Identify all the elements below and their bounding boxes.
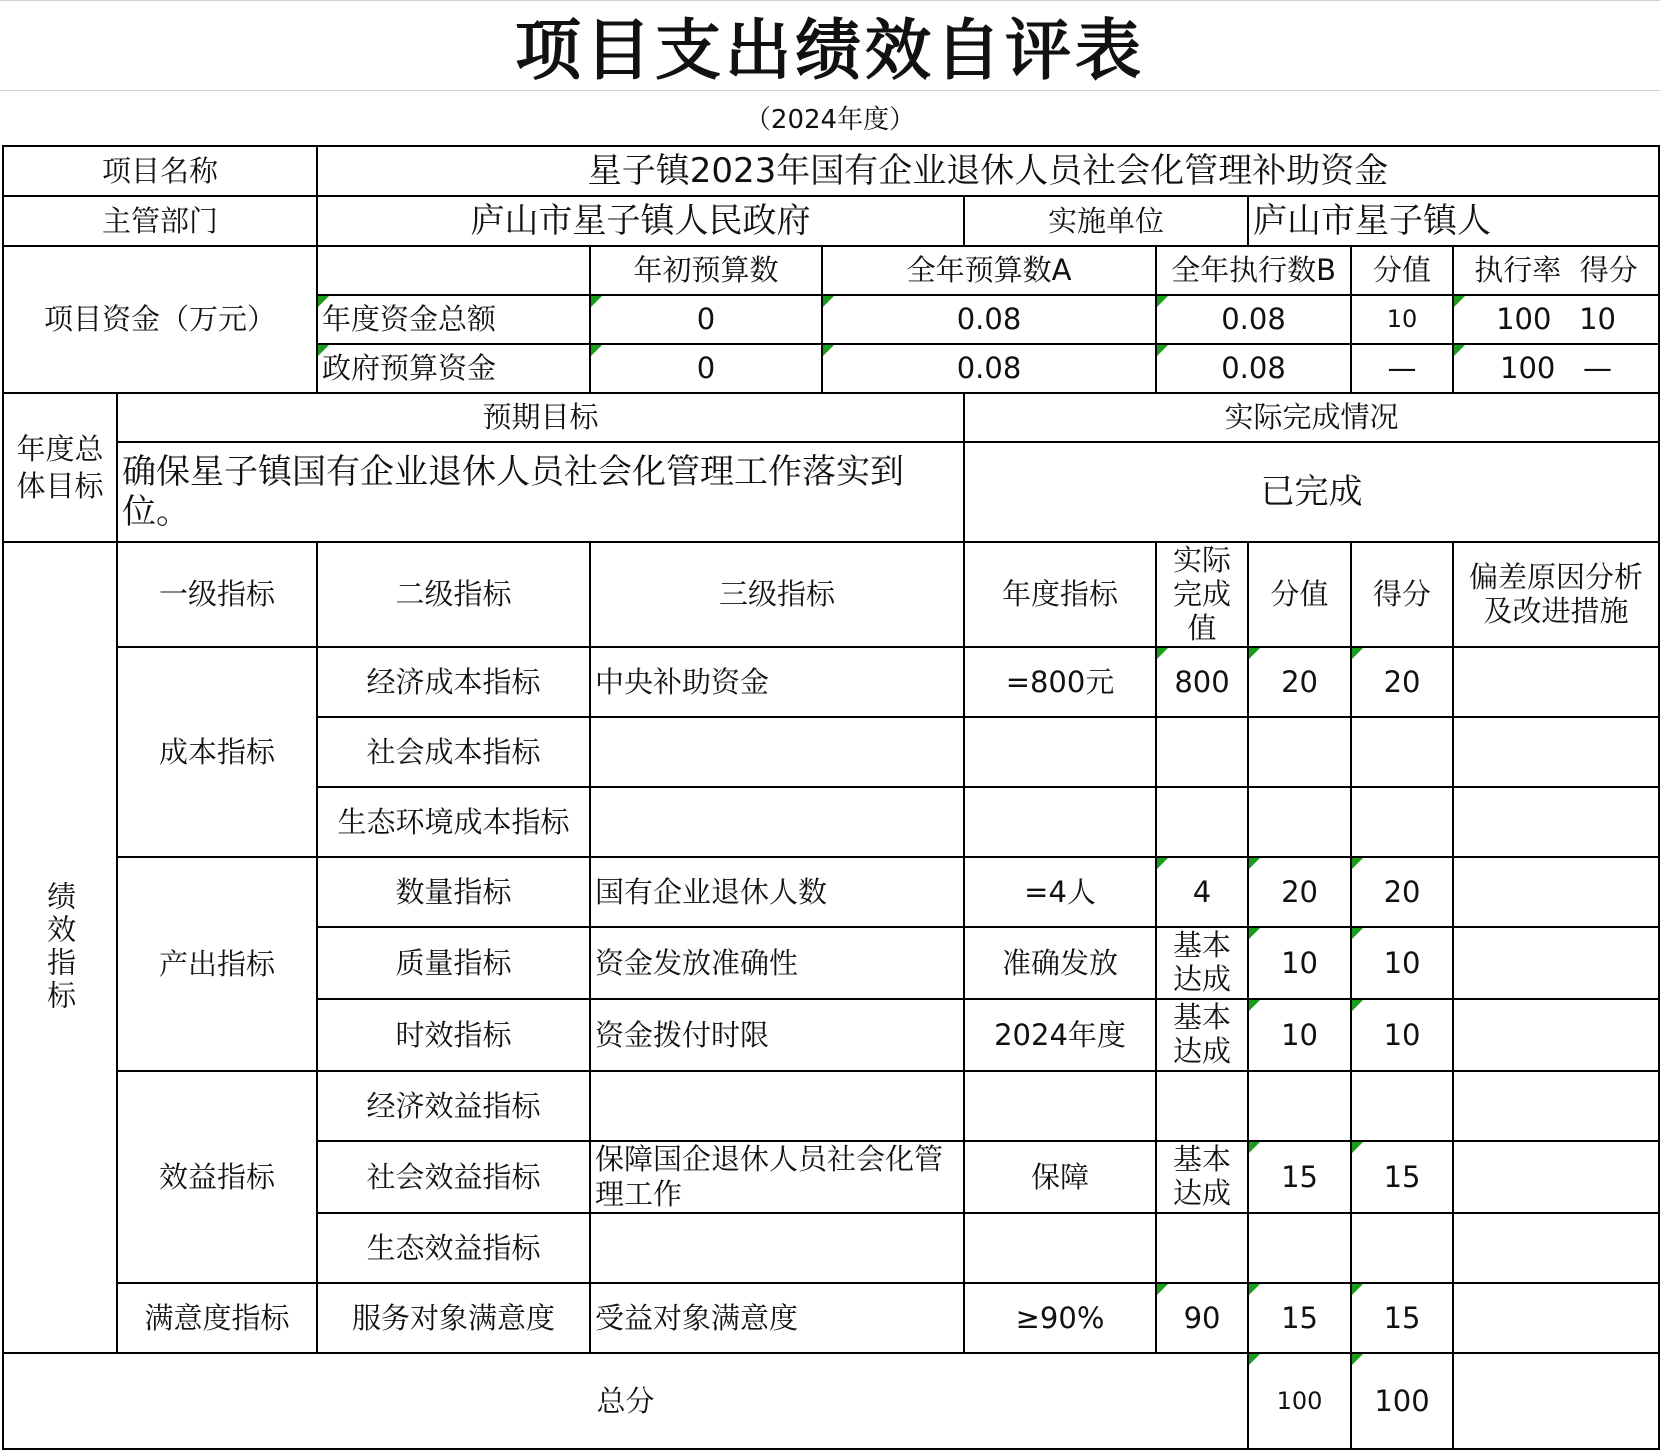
funds-row-rate: 100 — [1500, 351, 1556, 386]
score-result[interactable] — [1351, 1071, 1453, 1141]
actual-value[interactable]: 90 — [1156, 1283, 1248, 1353]
note-cell[interactable] — [1453, 717, 1659, 787]
score-value[interactable]: 15 — [1248, 1141, 1351, 1213]
evaluation-table — [2, 145, 1660, 1450]
target-value: 准确发放 — [1002, 945, 1119, 980]
l3-label[interactable]: 资金发放准确性 — [590, 927, 964, 999]
total-note[interactable] — [1453, 1353, 1659, 1449]
actual-value[interactable]: 4 — [1156, 857, 1248, 927]
actual-cell[interactable] — [1156, 927, 1248, 999]
funds-header-rate: 执行率 — [1474, 253, 1562, 288]
score-value[interactable]: 20 — [1248, 647, 1351, 717]
funds-row-rate: 100 — [1496, 302, 1552, 337]
actual-value[interactable] — [1156, 717, 1248, 787]
funds-header-score-value: 分值 — [1351, 246, 1453, 295]
target-value: =800元 — [1005, 664, 1115, 699]
l3-cell[interactable] — [590, 1141, 964, 1213]
l3-label[interactable] — [590, 717, 964, 787]
score-result[interactable]: 10 — [1351, 927, 1453, 999]
funds-header-executed: 全年执行数B — [1156, 246, 1351, 295]
actual-goal[interactable]: 已完成 — [964, 442, 1659, 542]
target-cell[interactable] — [964, 647, 1156, 717]
total-value[interactable]: 100 — [1248, 1353, 1351, 1449]
funds-header-rate-score — [1453, 246, 1659, 295]
score-value[interactable]: 10 — [1248, 927, 1351, 999]
dept-label: 主管部门 — [3, 196, 317, 246]
note-cell[interactable] — [1453, 647, 1659, 717]
l3-label[interactable] — [590, 787, 964, 857]
score-value[interactable]: 10 — [1248, 999, 1351, 1071]
actual-value[interactable] — [1156, 1071, 1248, 1141]
score-result[interactable] — [1351, 787, 1453, 857]
score-value[interactable] — [1248, 787, 1351, 857]
funds-row-rate-score[interactable] — [1453, 295, 1659, 344]
funds-row-score: — — [1583, 351, 1613, 386]
score-result[interactable]: 20 — [1351, 857, 1453, 927]
perf-header-l3: 三级指标 — [590, 542, 964, 647]
perf-header-l2: 二级指标 — [317, 542, 590, 647]
dept-value[interactable]: 庐山市星子镇人民政府 — [317, 196, 964, 246]
score-result[interactable]: 15 — [1351, 1141, 1453, 1213]
note-cell[interactable] — [1453, 787, 1659, 857]
funds-row-name: 年度资金总额 — [317, 295, 590, 344]
actual-cell[interactable] — [1156, 999, 1248, 1071]
l2-label: 经济成本指标 — [317, 647, 590, 717]
actual-value: 基本达成 — [1173, 999, 1232, 1068]
note-cell[interactable] — [1453, 1213, 1659, 1283]
l2-label: 质量指标 — [317, 927, 590, 999]
note-cell[interactable] — [1453, 927, 1659, 999]
l3-label[interactable]: 国有企业退休人数 — [590, 857, 964, 927]
score-value[interactable] — [1248, 717, 1351, 787]
score-value[interactable]: 20 — [1248, 857, 1351, 927]
funds-row-name: 政府预算资金 — [317, 344, 590, 393]
actual-value[interactable]: 800 — [1156, 647, 1248, 717]
funds-row-executed[interactable]: 0.08 — [1156, 295, 1351, 344]
l1-benefit: 效益指标 — [117, 1071, 317, 1283]
impl-value[interactable]: 庐山市星子镇人 — [1248, 196, 1659, 246]
project-name-label: 项目名称 — [3, 146, 317, 196]
l2-label: 经济效益指标 — [317, 1071, 590, 1141]
funds-row-annual[interactable]: 0.08 — [822, 344, 1156, 393]
funds-header-initial: 年初预算数 — [590, 246, 822, 295]
l2-label: 时效指标 — [317, 999, 590, 1071]
funds-row-annual[interactable]: 0.08 — [822, 295, 1156, 344]
perf-header-note: 偏差原因分析及改进措施 — [1453, 542, 1659, 647]
target-value: 2024年度 — [994, 1017, 1126, 1052]
funds-row-score-value[interactable]: — — [1351, 344, 1453, 393]
score-result[interactable]: 15 — [1351, 1283, 1453, 1353]
actual-value[interactable] — [1156, 787, 1248, 857]
funds-row-score-value[interactable]: 10 — [1351, 295, 1453, 344]
target-value[interactable] — [964, 717, 1156, 787]
actual-value: 基本达成 — [1173, 927, 1232, 996]
l1-output: 产出指标 — [117, 857, 317, 1071]
perf-header-actual: 实际完成值 — [1156, 542, 1248, 647]
actual-value[interactable] — [1156, 1213, 1248, 1283]
total-score[interactable]: 100 — [1351, 1353, 1453, 1449]
funds-row-rate-score[interactable] — [1453, 344, 1659, 393]
note-cell[interactable] — [1453, 1141, 1659, 1213]
expected-label: 预期目标 — [117, 393, 964, 442]
l1-cost: 成本指标 — [117, 647, 317, 857]
perf-header-l1: 一级指标 — [117, 542, 317, 647]
project-name[interactable]: 星子镇2023年国有企业退休人员社会化管理补助资金 — [317, 146, 1659, 196]
target-value[interactable]: ≥90% — [964, 1283, 1156, 1353]
target-cell[interactable] — [964, 999, 1156, 1071]
report-year: （2024年度） — [744, 104, 916, 135]
perf-label: 绩效指标 — [3, 542, 117, 1353]
funds-row-initial[interactable]: 0 — [590, 344, 822, 393]
target-value[interactable] — [964, 1071, 1156, 1141]
funds-label: 项目资金（万元） — [3, 246, 317, 393]
l3-label: 保障国企退休人员社会化管理工作 — [595, 1142, 944, 1211]
l3-label[interactable]: 中央补助资金 — [590, 647, 964, 717]
expected-goal[interactable]: 确保星子镇国有企业退休人员社会化管理工作落实到位。 — [117, 442, 964, 542]
l2-label: 生态环境成本指标 — [317, 787, 590, 857]
l3-label[interactable]: 受益对象满意度 — [590, 1283, 964, 1353]
target-value[interactable] — [964, 1213, 1156, 1283]
score-value[interactable] — [1248, 1213, 1351, 1283]
target-value[interactable] — [964, 787, 1156, 857]
impl-label: 实施单位 — [964, 196, 1248, 246]
total-label: 总分 — [3, 1353, 1248, 1449]
score-value[interactable]: 15 — [1248, 1283, 1351, 1353]
funds-row-executed[interactable]: 0.08 — [1156, 344, 1351, 393]
funds-row-score: 10 — [1579, 302, 1616, 337]
note-cell[interactable] — [1453, 1283, 1659, 1353]
l2-label: 数量指标 — [317, 857, 590, 927]
score-result[interactable] — [1351, 717, 1453, 787]
score-value[interactable] — [1248, 1071, 1351, 1141]
actual-label: 实际完成情况 — [964, 393, 1659, 442]
funds-header-blank — [317, 246, 590, 295]
score-result[interactable] — [1351, 1213, 1453, 1283]
actual-cell[interactable] — [1156, 1141, 1248, 1213]
note-cell[interactable] — [1453, 857, 1659, 927]
l1-satisfaction: 满意度指标 — [117, 1283, 317, 1353]
perf-header-value: 分值 — [1248, 542, 1351, 647]
perf-header-score: 得分 — [1351, 542, 1453, 647]
goal-label: 年度总体目标 — [3, 393, 117, 542]
l3-label[interactable] — [590, 1213, 964, 1283]
l3-label[interactable]: 资金拨付时限 — [590, 999, 964, 1071]
page-title: 项目支出绩效自评表 — [515, 10, 1145, 89]
score-result[interactable]: 20 — [1351, 647, 1453, 717]
l3-label[interactable] — [590, 1071, 964, 1141]
target-value[interactable]: =4人 — [964, 857, 1156, 927]
perf-header-target: 年度指标 — [964, 542, 1156, 647]
l2-label: 服务对象满意度 — [317, 1283, 590, 1353]
l2-label: 社会效益指标 — [317, 1141, 590, 1213]
target-value[interactable]: 保障 — [964, 1141, 1156, 1213]
score-result[interactable]: 10 — [1351, 999, 1453, 1071]
funds-row-initial[interactable]: 0 — [590, 295, 822, 344]
actual-value: 基本达成 — [1173, 1141, 1232, 1210]
note-cell[interactable] — [1453, 1071, 1659, 1141]
l2-label: 社会成本指标 — [317, 717, 590, 787]
funds-header-score: 得分 — [1579, 253, 1638, 288]
funds-header-annual: 全年预算数A — [822, 246, 1156, 295]
note-cell[interactable] — [1453, 999, 1659, 1071]
l2-label: 生态效益指标 — [317, 1213, 590, 1283]
target-cell[interactable] — [964, 927, 1156, 999]
